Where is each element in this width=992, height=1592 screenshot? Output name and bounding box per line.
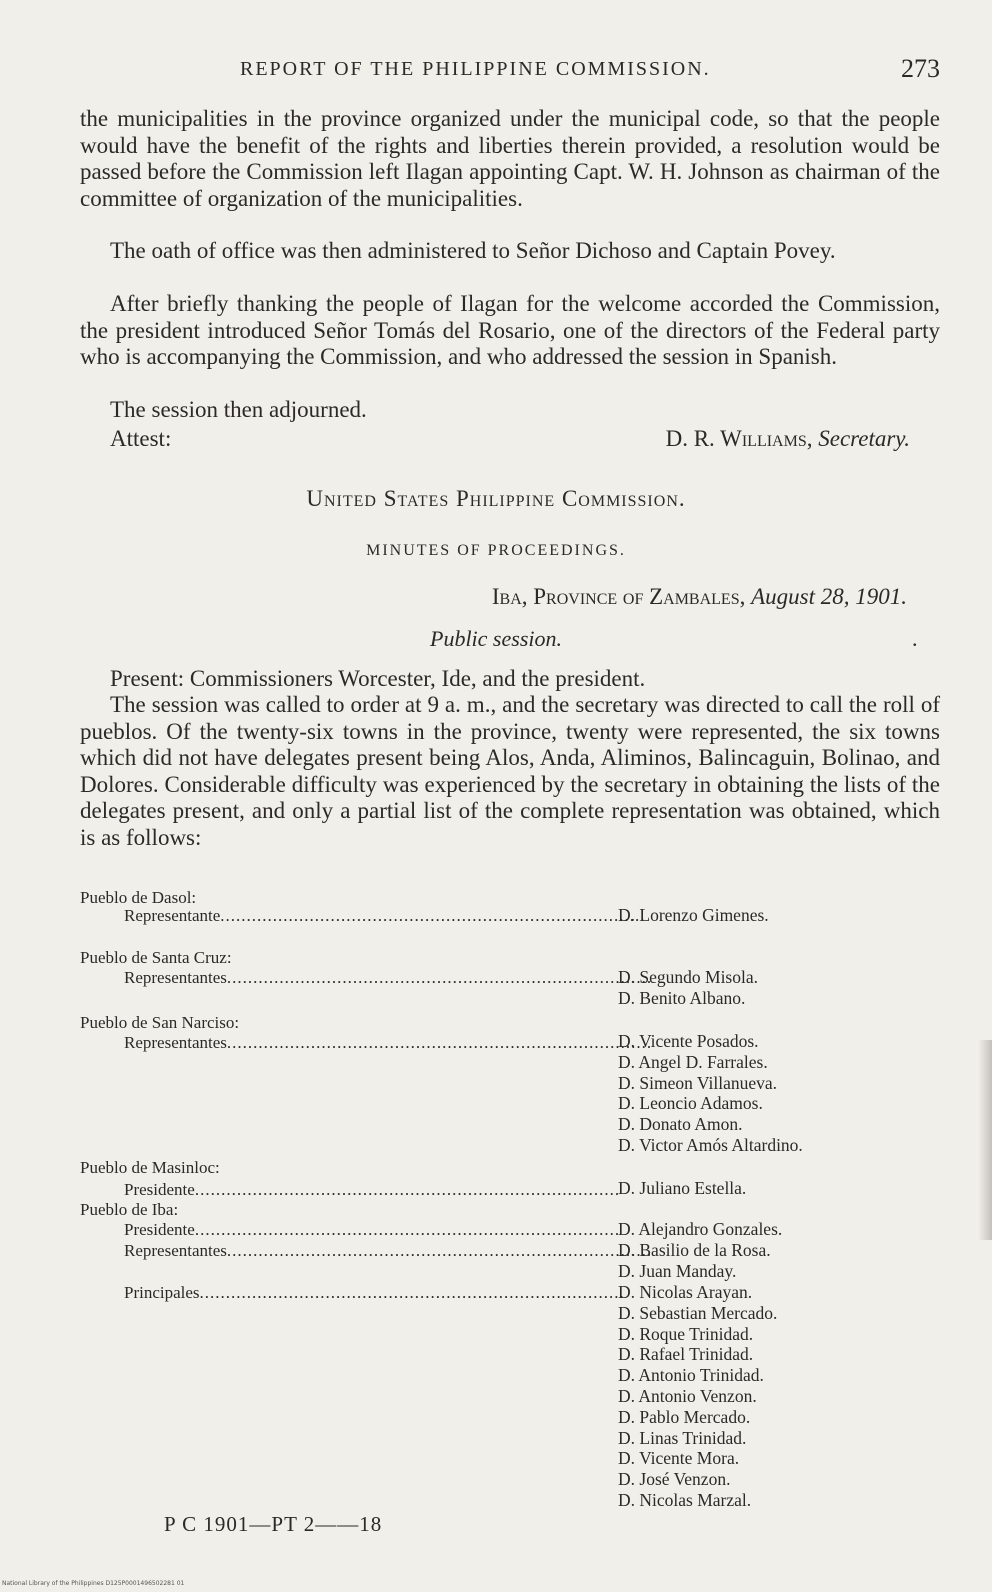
- page-number: 273: [901, 54, 940, 83]
- role-label: [124, 968, 694, 989]
- delegate-name: D. Segundo Misola.: [618, 967, 758, 987]
- name-list: [618, 905, 769, 926]
- delegate-name: D. Donato Amon.: [618, 1114, 743, 1135]
- section-title: United States Philippine Commission.: [306, 486, 686, 511]
- attest-label: Attest:: [110, 426, 172, 451]
- delegate-name: D. Linas Trinidad.: [618, 1427, 747, 1448]
- role-name: Representante: [124, 906, 221, 925]
- attest-signature: [666, 426, 910, 452]
- paragraph-municipalities: the municipalities in the province organized under the municipal code, so that the people would have the benefit of the rights and liberties therein provided, a resolution would be passed before the Commission left Ilagan appointing Capt. W. H. Johnson as chairman of the committee of organization of the municipalities.: [80, 106, 940, 211]
- delegate-name: D. Juliano Estella.: [618, 1178, 747, 1198]
- attest-name: D. R. Williams,: [665, 426, 813, 451]
- delegate-name: D. Vicente Mora.: [618, 1448, 740, 1469]
- paragraph-adjourned: The session then adjourned.: [110, 397, 367, 422]
- pueblo-heading: Pueblo de Iba:: [80, 1200, 179, 1219]
- page-edge-shadow: [978, 1040, 992, 1240]
- role-label: [124, 1220, 694, 1241]
- delegate-name: D. Nicolas Marzal.: [618, 1489, 752, 1510]
- role-label: [124, 1241, 694, 1262]
- delegate-name: D. Antonio Trinidad.: [618, 1365, 764, 1386]
- leader-dots: .................................................................................: [199, 1283, 625, 1302]
- running-head: [80, 56, 940, 86]
- attestation: [110, 426, 910, 454]
- session-type: Public session.: [430, 626, 562, 651]
- paragraph-oath: The oath of office was then administered to Señor Dichoso and Captain Povey.: [110, 238, 836, 263]
- print-mark: .: [912, 626, 918, 651]
- delegate-name: D. Juan Manday.: [618, 1260, 737, 1281]
- delegate-name: D. Leoncio Adamos.: [618, 1093, 763, 1114]
- minutes-title: MINUTES OF PROCEEDINGS.: [366, 542, 626, 559]
- delegate-name: D. Nicolas Arayan.: [618, 1282, 753, 1302]
- place: Iba, Province of Zambales,: [491, 584, 746, 609]
- pueblo-heading: Pueblo de Dasol:: [80, 888, 197, 907]
- delegate-name: D. Victor Amós Altardino.: [618, 1134, 803, 1155]
- delegate-name: D. José Venzon.: [618, 1469, 731, 1490]
- role-name: Presidente: [124, 1220, 195, 1239]
- pueblo-heading: Pueblo de San Narciso:: [80, 1013, 240, 1032]
- place-date: [492, 584, 907, 610]
- leader-dots: .................................................................................: [226, 1241, 653, 1260]
- pueblo-heading: Pueblo de Santa Cruz:: [80, 948, 232, 967]
- leader-dots: .................................................................................: [194, 1180, 621, 1199]
- delegate-name: D. Angel D. Farrales.: [618, 1051, 768, 1072]
- paragraph-present: Present: Commissioners Worcester, Ide, and the president.: [110, 666, 646, 691]
- role-name: Principales: [124, 1283, 200, 1302]
- delegate-name: D. Pablo Mercado.: [618, 1406, 751, 1427]
- delegate-name: D. Roque Trinidad.: [618, 1323, 754, 1344]
- role-label: [124, 1033, 694, 1054]
- delegate-name: D. Benito Albano.: [618, 987, 746, 1008]
- date: August 28, 1901.: [751, 584, 907, 609]
- paragraph-thanks: After briefly thanking the people of Ilagan for the welcome accorded the Commission, the president introduced Señor Tomás del Rosario, one of the directors of the Federal party who is accompanying the Commission, and who addressed the session in Spanish.: [80, 291, 940, 369]
- role-label: [124, 1180, 694, 1201]
- delegate-name: D. Rafael Trinidad.: [618, 1344, 754, 1365]
- printer-signature: P C 1901—PT 2——18: [164, 1512, 383, 1536]
- running-title: REPORT OF THE PHILIPPINE COMMISSION.: [240, 58, 711, 80]
- attest-title: Secretary.: [818, 426, 910, 451]
- role-label: [124, 1283, 694, 1304]
- name-list: [618, 1031, 803, 1156]
- name-list: [618, 1178, 746, 1199]
- role-name: Presidente: [124, 1180, 195, 1199]
- name-list: [618, 1282, 777, 1511]
- pueblo-heading: Pueblo de Masinloc:: [80, 1158, 220, 1177]
- name-list: [618, 1240, 771, 1282]
- delegate-name: D. Basilio de la Rosa.: [618, 1240, 771, 1260]
- name-list: [618, 1219, 782, 1240]
- leader-dots: .................................................................................: [226, 1033, 653, 1052]
- role-name: Representantes: [124, 1033, 227, 1052]
- scan-credit: National Library of the Philippines D125P0001496502281 01: [2, 1580, 185, 1587]
- leader-dots: .................................................................................: [220, 906, 646, 925]
- delegate-name: D. Antonio Venzon.: [618, 1385, 757, 1406]
- role-name: Representantes: [124, 1241, 227, 1260]
- delegate-name: D. Alejandro Gonzales.: [618, 1219, 783, 1239]
- role-label: [124, 906, 694, 927]
- leader-dots: .................................................................................: [194, 1220, 621, 1239]
- delegate-name: D. Sebastian Mercado.: [618, 1302, 778, 1323]
- paragraph-roll-call: The session was called to order at 9 a. m., and the secretary was directed to call the roll of pueblos. Of the twenty-six towns in the province, twenty were represented, the six towns which did not have delegates present being Alos, Anda, Aliminos, Balincaguin, Bolinao, and Dolores. Considerable difficulty was experienced by the secretary in obtaining the lists of the delegates present, and only a partial list of the complete representation was obtained, which is as follows:: [80, 692, 940, 850]
- delegate-name: D. Vicente Posados.: [618, 1031, 759, 1051]
- role-name: Representantes: [124, 968, 227, 987]
- delegate-name: D. Lorenzo Gimenes.: [618, 905, 769, 925]
- name-list: [618, 967, 758, 1009]
- leader-dots: .................................................................................: [226, 968, 653, 987]
- delegate-name: D. Simeon Villanueva.: [618, 1072, 778, 1093]
